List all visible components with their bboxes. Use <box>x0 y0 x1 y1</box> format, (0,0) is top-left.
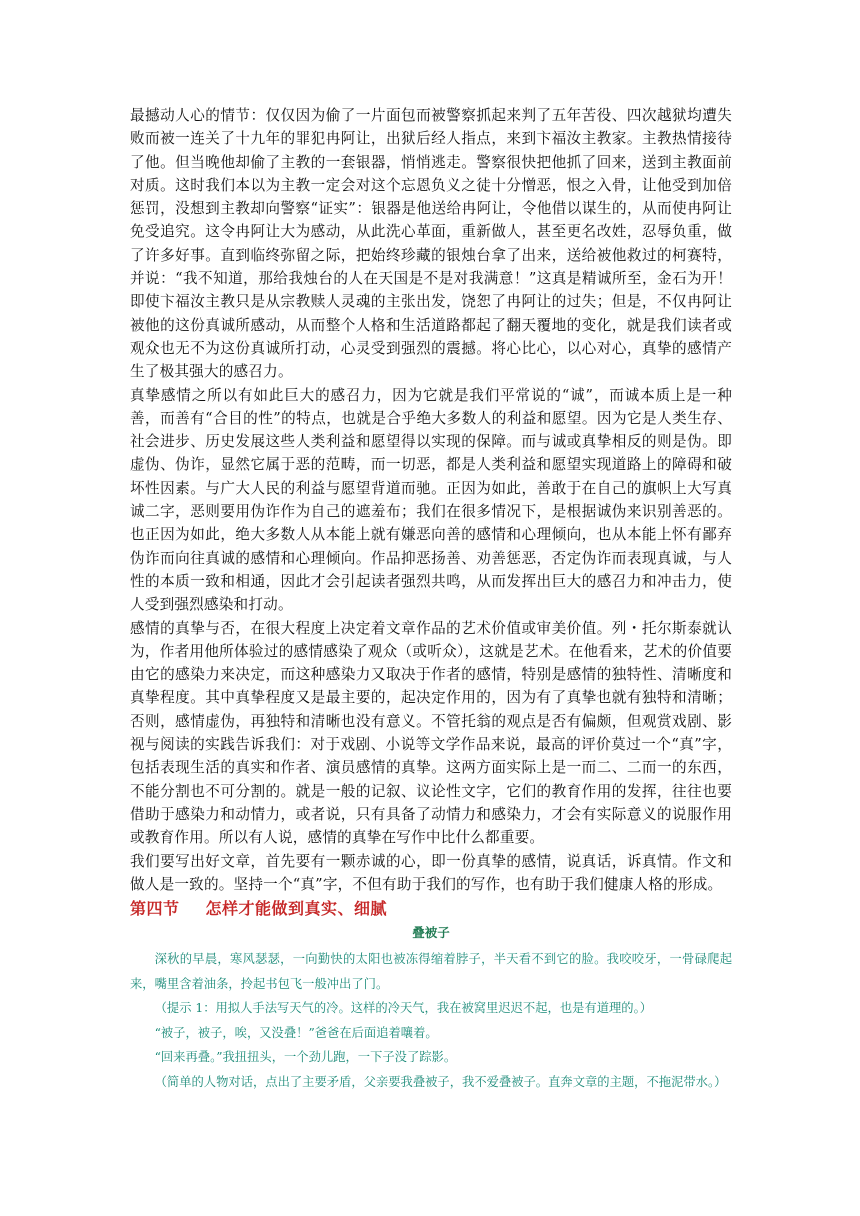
body-paragraph-4: 我们要写出好文章，首先要有一颗赤诚的心，即一份真挚的感情，说真话，诉真情。作文和做人是一致的。坚持一个“真”字，不但有助于我们的写作，也有助于我们健康人格的形成。 <box>130 852 732 893</box>
essay-line-3: “回来再叠。”我扭扭头，一个劲儿跑，一下子没了踪影。 <box>154 1050 457 1065</box>
essay-title: 叠被子 <box>412 925 450 941</box>
essay-line-1: 深秋的早晨，寒风瑟瑟，一向勤快的太阳也被冻得缩着脖子，半天看不到它的脸。我咬咬牙，一骨碌爬起来，嘴里含着油条，拎起书包飞一般冲出了门。 <box>130 952 732 991</box>
body-paragraph-1: 最撼动人心的情节：仅仅因为偷了一片面包而被警察抓起来判了五年苦役、四次越狱均遭失败而被一连关了十九年的罪犯冉阿让，出狱后经人指点，来到卞福汝主教家。主教热情接待了他。但当晚他却偷了主教的一套银器，悄悄逃走。警察很快把他抓了回来，送到主教面前对质。这时我们本以为主教一定会对这个忘恩负义之徒十分憎恶，恨之入骨，让他受到加倍惩罚，没想到主教却向警察“证实”：银器是他送给冉阿让，令他借以谋生的，从而使冉阿让免受追究。这令冉阿让大为感动，从此洗心革面，重新做人，甚至更名改姓，忍辱负重，做了许多好事。直到临终弥留之际，把始终珍藏的银烛台拿了出来，送给被他救过的柯赛特，并说：“我不知道，那给我烛台的人在天国是不是对我满意！”这真是精诚所至，金石为开！即使卞福汝主教只是从宗教赎人灵魂的主张出发，饶恕了冉阿让的过失；但是，不仅冉阿让被他的这份真诚所感动，从而整个人格和生活道路都起了翻天覆地的变化，就是我们读者或观众也无不为这份真诚所打动，心灵受到强烈的震撼。将心比心，以心对心，真挚的感情产生了极其强大的感召力。 <box>130 107 732 381</box>
essay-hint-1: （提示 1：用拟人手法写天气的冷。这样的冷天气，我在被窝里迟迟不起，也是有道理的。） <box>154 1001 653 1016</box>
body-paragraph-3: 感情的真挚与否，在很大程度上决定着文章作品的艺术价值或审美价值。列・托尔斯泰就认为，作者用他所体验过的感情感染了观众（或听众），这就是艺术。在他看来，艺术的价值要由它的感染力来决定，而这种感染力又取决于作者的感情，特别是感情的独特性、清晰度和真挚程度。其中真挚程度又是最主要的，起决定作用的，因为有了真挚也就有独特和清晰；否则，感情虚伪，再独特和清晰也没有意义。不管托翁的观点是否有偏颇，但观赏戏剧、影视与阅读的实践告诉我们：对于戏剧、小说等文学作品来说，最高的评价莫过一个“真”字，包括表现生活的真实和作者、演员感情的真挚。这两方面实际上是一而二、二而一的东西，不能分割也不可分割的。就是一般的记叙、议论性文字，它们的教育作用的发挥，往往也要借助于感染力和动情力，或者说，只有具备了动情力和感染力，才会有实际意义的说服作用或教育作用。所以有人说，感情的真挚在写作中比什么都重要。 <box>130 619 732 847</box>
essay-line-2: “被子，被子，唉，又没叠！”爸爸在后面追着嚷着。 <box>154 1025 438 1040</box>
document-page <box>130 104 732 1094</box>
body-paragraph-2: 真挚感情之所以有如此巨大的感召力，因为它就是我们平常说的“诚”，而诚本质上是一种善，而善有“合目的性”的特点，也就是合乎绝大多数人的利益和愿望。因为它是人类生存、社会进步、历史发展这些人类利益和愿望得以实现的保障。而与诚或真挚相反的则是伪。即虚伪、伪诈，显然它属于恶的范畴，而一切恶，都是人类利益和愿望实现道路上的障碍和破坏性因素。与广大人民的利益与愿望背道而驰。正因为如此，善敢于在自己的旗帜上大写真诚二字，恶则要用伪诈作为自己的遮羞布；我们在很多情况下，是根据诚伪来识别善恶的。也正因为如此，绝大多数人从本能上就有嫌恶向善的感情和心理倾向，也从本能上怀有鄙弃伪诈而向往真诚的感情和心理倾向。作品抑恶扬善、劝善惩恶，否定伪诈而表现真诚，与人性的本质一致和相通，因此才会引起读者强烈共鸣，从而发挥出巨大的感召力和冲击力，使人受到强烈感染和打动。 <box>130 386 732 614</box>
essay-hint-2: （简单的人物对话，点出了主要矛盾，父亲要我叠被子，我不爱叠被子。直奔文章的主题，不拖泥带水。） <box>154 1074 727 1089</box>
section-title: 怎样才能做到真实、细腻 <box>205 899 388 919</box>
section-heading <box>130 897 732 921</box>
section-number: 第四节 <box>130 899 180 919</box>
